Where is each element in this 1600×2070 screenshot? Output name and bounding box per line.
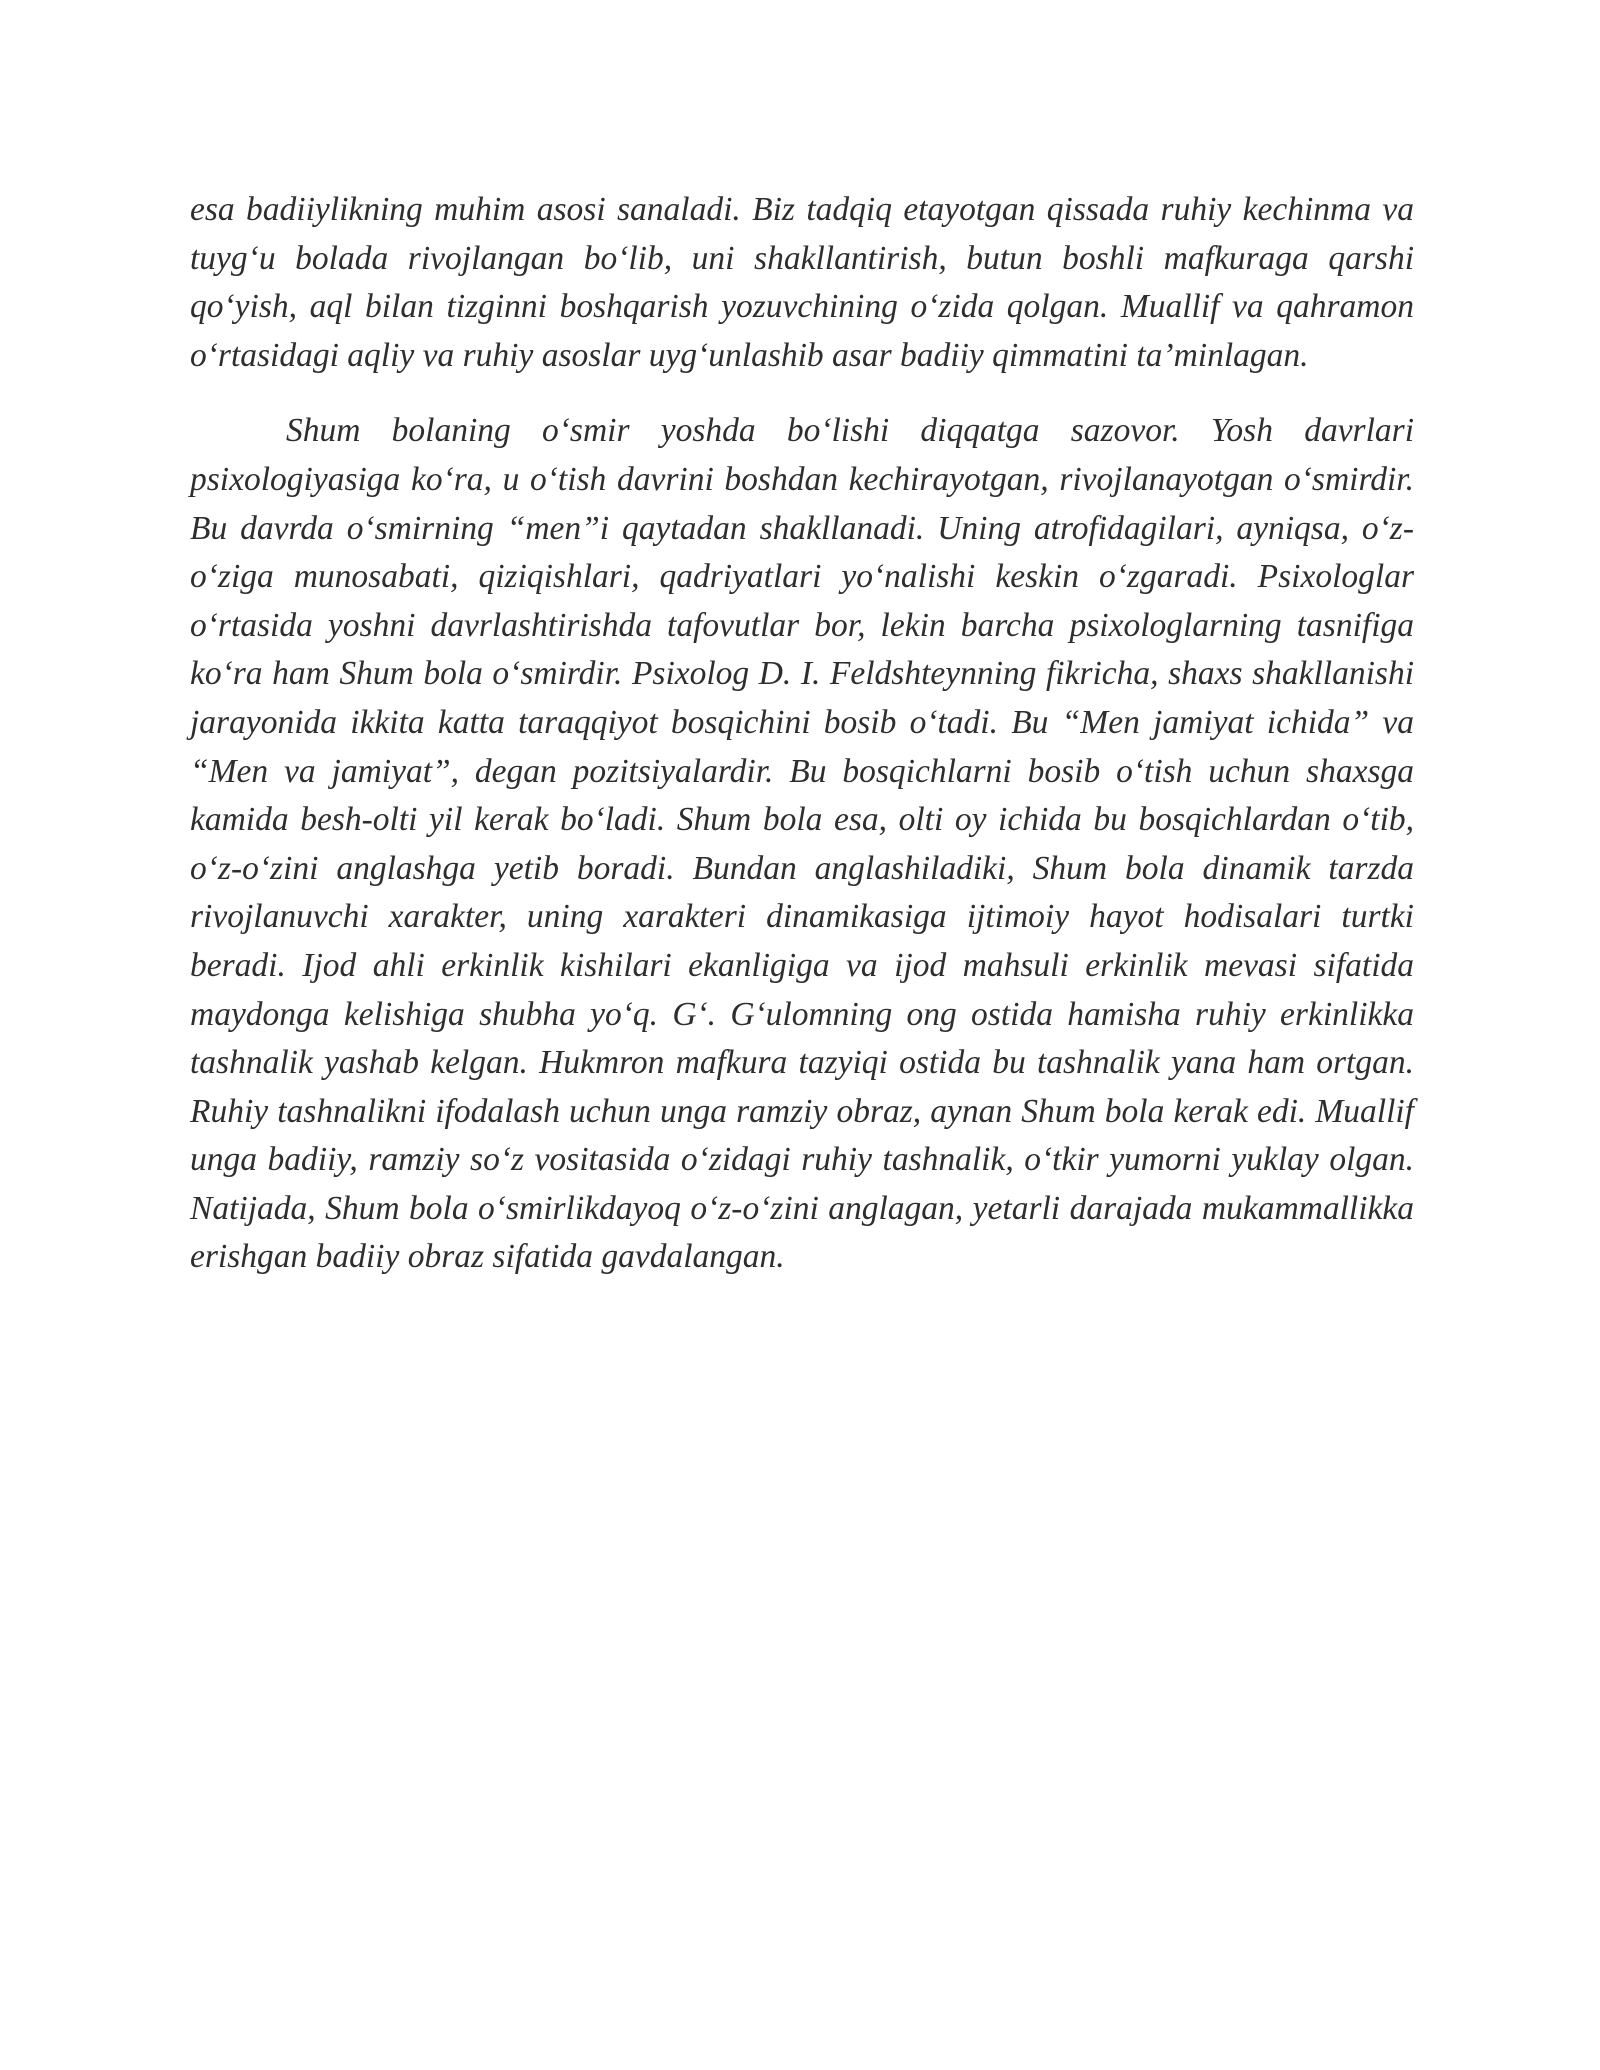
body-text xyxy=(190,186,1414,1282)
paragraph-1: esa badiiylikning muhim asosi sanaladi. Biz tadqiq etayotgan qissada ruhiy kechinma va tuyg‘u bolada rivojlangan bo‘lib, uni shakllantirish, butun boshli mafkuraga qarshi qo‘yish, aql bilan tizginni boshqarish yozuvchining o‘zida qolgan. Muallif va qahramon o‘rtasidagi aqliy va ruhiy asoslar uyg‘unlashib asar badiiy qimmatini ta’minlagan. xyxy=(190,191,1414,374)
paragraph-2: Shum bolaning o‘smir yoshda bo‘lishi diqqatga sazovor. Yosh davrlari psixologiyasiga ko‘ra, u o‘tish davrini boshdan kechirayotgan, rivojlanayotgan o‘smirdir. Bu davrda o‘smirning “men”i qaytadan shakllanadi. Uning atrofidagilari, ayniqsa, o‘z-o‘ziga munosabati, qiziqishlari, qadriyatlari yo‘nalishi keskin o‘zgaradi. Psixologlar o‘rtasida yoshni davrlashtirishda tafovutlar bor, lekin barcha psixologlarning tasnifiga ko‘ra ham Shum bola o‘smirdir. Psixolog D. I. Feldshteynning fikricha, shaxs shakllanishi jarayonida ikkita katta taraqqiyot bosqichini bosib o‘tadi. Bu “Men jamiyat ichida” va “Men va jamiyat”, degan pozitsiyalardir. Bu bosqichlarni bosib o‘tish uchun shaxsga kamida besh-olti yil kerak bo‘ladi. Shum bola esa, olti oy ichida bu bosqichlardan o‘tib, o‘z-o‘zini anglashga yetib boradi. Bundan anglashiladiki, Shum bola dinamik tarzda rivojlanuvchi xarakter, uning xarakteri dinamikasiga ijtimoiy hayot hodisalari turtki beradi. Ijod ahli erkinlik kishilari ekanligiga va ijod mahsuli erkinlik mevasi sifatida maydonga kelishiga shubha yo‘q. G‘. G‘ulomning ong ostida hamisha ruhiy erkinlikka tashnalik yashab kelgan. Hukmron mafkura tazyiqi ostida bu tashnalik yana ham ortgan. Ruhiy tashnalikni ifodalash uchun unga ramziy obraz, aynan Shum bola kerak edi. Muallif unga badiiy, ramziy so‘z vositasida o‘zidagi ruhiy tashnalik, o‘tkir yumorni yuklay olgan. Natijada, Shum bola o‘smirlikdayoq o‘z-o‘zini anglagan, yetarli darajada mukammallikka erishgan badiiy obraz sifatida gavdalangan. xyxy=(190,412,1414,1276)
